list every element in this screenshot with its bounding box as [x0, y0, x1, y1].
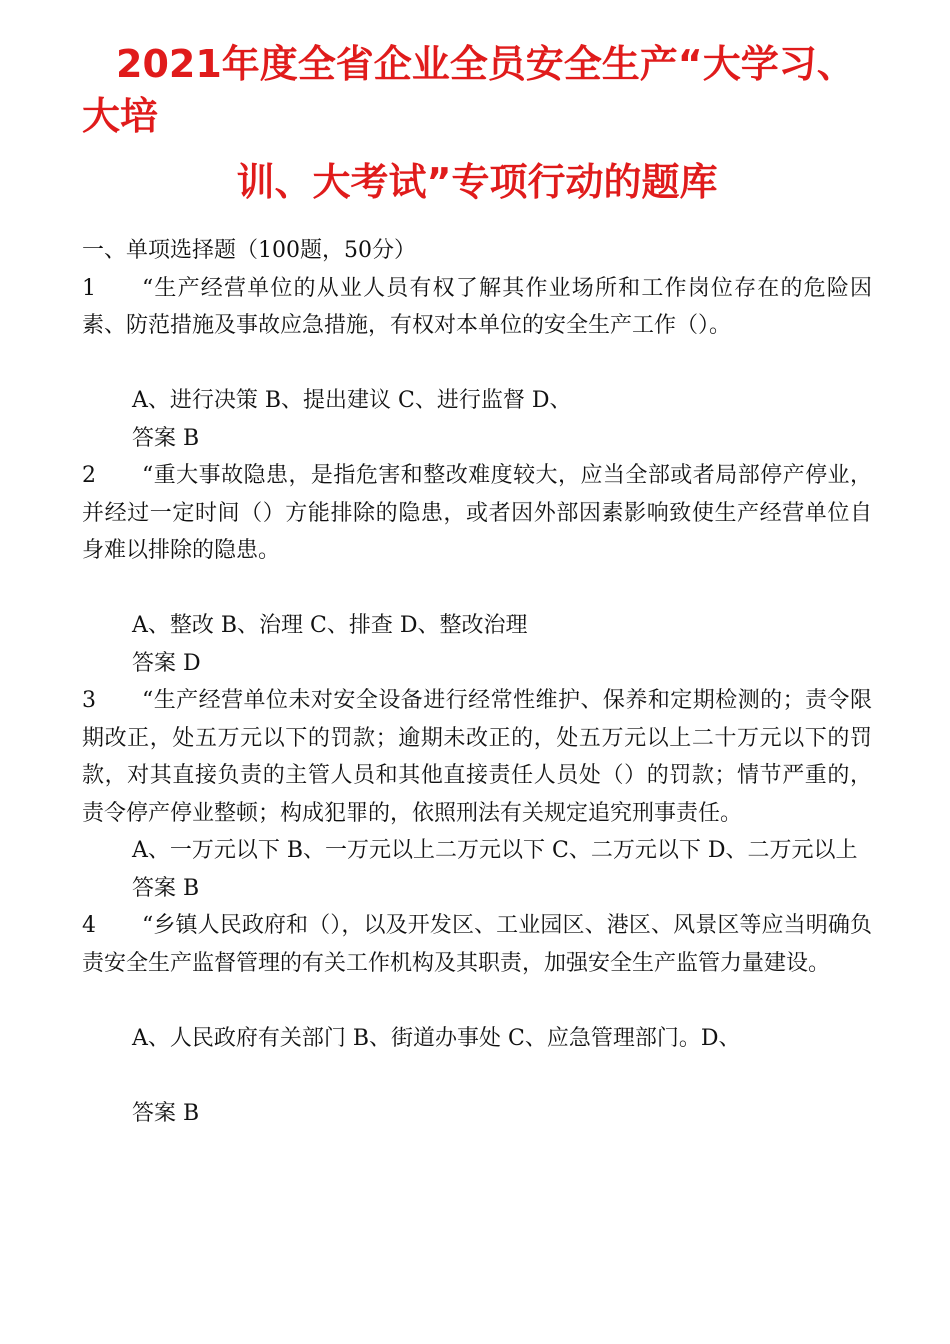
question-text: “生产经营单位的从业人员有权了解其作业场所和工作岗位存在的危险因素、防范措施及事故应急措施，有权对本单位的安全生产工作（）。 [82, 275, 872, 338]
question-3-options: A、一万元以下 B、一万元以上二万元以下 C、二万元以下 D、二万元以上 [132, 838, 858, 863]
section-heading: 一、单项选择题（100题，50分） [82, 238, 416, 263]
question-1-options: A、进行决策 B、提出建议 C、进行监督 D、 [132, 388, 572, 413]
question-3 [82, 682, 872, 832]
question-1-answer: 答案 B [132, 425, 200, 451]
question-3-answer: 答案 B [132, 875, 200, 901]
question-number: 1 [82, 275, 96, 301]
question-2-options: A、整改 B、治理 C、排查 D、整改治理 [132, 613, 528, 638]
question-text: “重大事故隐患，是指危害和整改难度较大，应当全部或者局部停产停业，并经过一定时间（）方能排除的隐患，或者因外部因素影响致使生产经营单位自身难以排除的隐患。 [82, 463, 872, 563]
document-title-line-2: 训、大考试”专项行动的题库 [236, 160, 718, 204]
document-body [82, 232, 872, 1132]
question-4-options: A、人民政府有关部门 B、街道办事处 C、应急管理部门。D、 [132, 1025, 741, 1051]
question-4 [82, 907, 872, 982]
question-number: 4 [82, 913, 96, 938]
question-1 [82, 270, 872, 345]
question-2 [82, 457, 872, 570]
document-title-line-1: 2021年度全省企业全员安全生产“大学习、大培 [82, 42, 855, 138]
question-4-answer: 答案 B [132, 1100, 200, 1126]
question-text: “乡镇人民政府和（），以及开发区、工业园区、港区、风景区等应当明确负责安全生产监督管理的有关工作机构及其职责，加强安全生产监管力量建设。 [82, 913, 872, 976]
question-text: “生产经营单位未对安全设备进行经常性维护、保养和定期检测的；责令限期改正，处五万元以下的罚款；逾期未改正的，处五万元以上二十万元以下的罚款，对其直接负责的主管人员和其他直接责任人员处（）的罚款；情节严重的，责令停产停业整顿；构成犯罪的，依照刑法有关规定追究刑事责任。 [82, 688, 872, 826]
question-2-answer: 答案 D [132, 650, 201, 676]
question-number: 3 [82, 688, 96, 713]
question-number: 2 [82, 463, 96, 488]
